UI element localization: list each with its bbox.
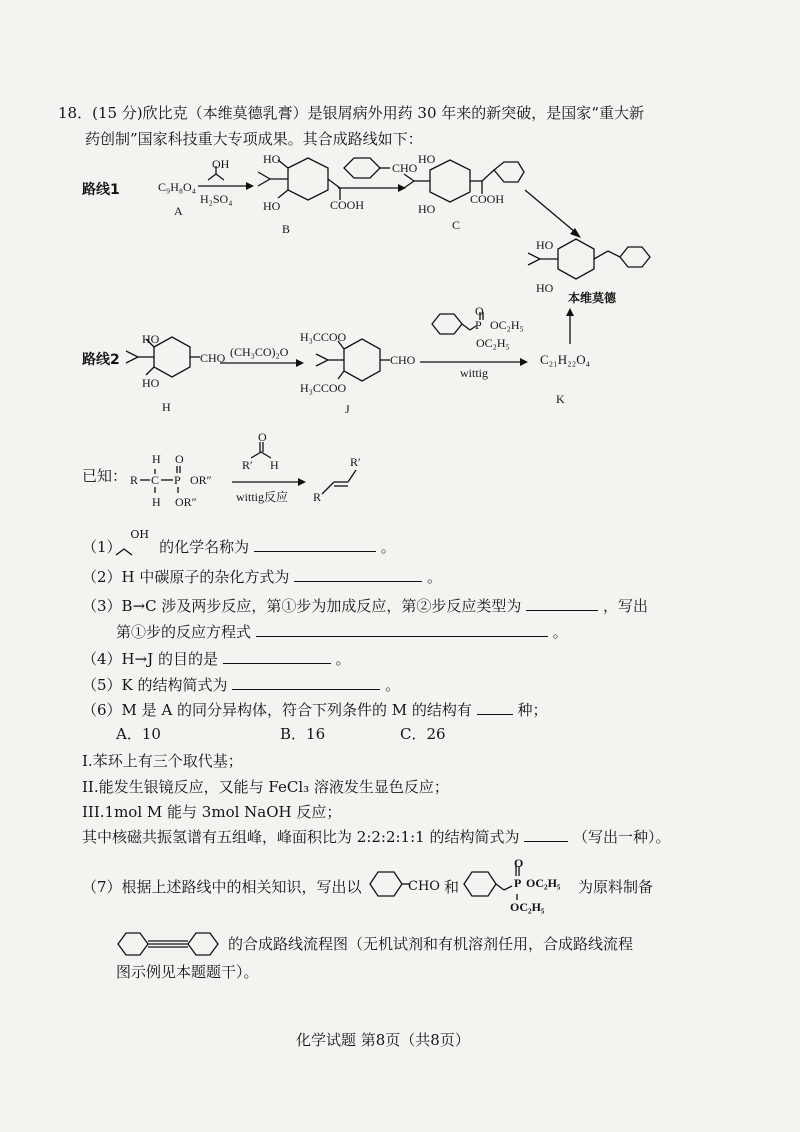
known-product-R: R: [313, 490, 322, 504]
compound-K-formula: C₂₁H₂₂O₄: [540, 352, 591, 367]
compound-B-label: B: [282, 222, 291, 236]
q7-oet1: OC₂H₅: [526, 876, 561, 890]
question-intro-line1: 18．(15 分)欣比克（本维莫德乳膏）是银屑病外用药 30 年来的新突破，是国家“重大新: [58, 104, 644, 122]
product-name: 本维莫德: [568, 291, 617, 305]
compound-H-label: H: [162, 400, 171, 414]
q2: （2）H 中碳原子的杂化方式为 。: [82, 568, 442, 586]
condition-2: II.能发生银镜反应，又能与 FeCl₃ 溶液发生显色反应；: [82, 778, 449, 796]
q6-option-a: A．10: [116, 725, 161, 743]
q3-line1: （3）B→C 涉及两步反应，第①步为加成反应，第②步反应类型为 ，写出: [82, 597, 648, 615]
condition-1: I.苯环上有三个取代基；: [82, 752, 243, 770]
known-C: C: [151, 473, 160, 487]
reagent-oh: OH: [212, 157, 230, 171]
J-cho: CHO: [390, 353, 416, 367]
q6-option-b: B．16: [280, 725, 326, 743]
compound-J-label: J: [345, 402, 350, 416]
wittig-p-oxygen: O: [475, 304, 484, 318]
q7-benzaldehyde-ring: [366, 866, 414, 902]
q4: （4）H→J 的目的是 。: [82, 650, 351, 668]
reagent-cho: CHO: [392, 161, 418, 175]
q7-line1-prefix: （7）根据上述路线中的相关知识，写出以: [82, 878, 362, 896]
known-aldehyde-bonds: [245, 440, 285, 465]
arrow-to-product: [525, 190, 585, 240]
q1-answer-blank[interactable]: [254, 537, 376, 552]
known-OR1: OR″: [190, 473, 212, 487]
known-reaction-label: wittig反应: [236, 490, 289, 504]
arrow-k-to-product: [560, 308, 580, 348]
q4-answer-blank[interactable]: [223, 649, 331, 664]
q3-line2: 第①步的反应方程式 。: [116, 623, 568, 641]
q7-line3: 图示例见本题题干）。: [116, 963, 259, 981]
wittig-oet2: OC₂H₅: [476, 336, 510, 350]
compound-A-formula: C₉H₈O₄: [158, 180, 196, 194]
condition-3: III.1mol M 能与 3mol NaOH 反应；: [82, 803, 342, 821]
C-oh-top: HO: [418, 152, 436, 166]
H-cho: CHO: [200, 351, 226, 365]
condition-4: 其中核磁共振氢谱有五组峰，峰面积比为 2:2:2:1:1 的结构简式为 （写出一种）。: [82, 828, 671, 846]
q5-answer-blank[interactable]: [232, 675, 380, 690]
q3-equation-blank[interactable]: [256, 622, 548, 637]
q1: （1） OH 的化学名称为 。: [82, 528, 396, 556]
product-oh-bottom: HO: [536, 281, 554, 295]
q6: （6）M 是 A 的同分异构体，符合下列条件的 M 的结构有 种；: [82, 701, 548, 719]
J-acetate-bottom: H₃CCOO: [300, 381, 347, 395]
wittig-phosphorus: P: [475, 318, 482, 332]
J-acetate-top: H₃CCOO: [300, 330, 347, 344]
reagent-h2so4: H₂SO₄: [200, 192, 233, 206]
B-oh-top: HO: [263, 152, 281, 166]
q2-answer-blank[interactable]: [294, 567, 422, 582]
H-oh-top: HO: [142, 332, 160, 346]
compound-C-label: C: [452, 218, 461, 232]
q6-answer-blank[interactable]: [477, 700, 513, 715]
q3-reaction-type-blank[interactable]: [526, 596, 598, 611]
known-reactant-bonds: [138, 458, 238, 508]
B-oh-bottom: HO: [263, 199, 281, 213]
known-P: P: [174, 473, 181, 487]
known-OR2: OR″: [175, 495, 197, 509]
known-aldehyde-O: O: [258, 430, 267, 444]
wittig-oet1: OC₂H₅: [490, 318, 524, 332]
C-cooh: COOH: [470, 192, 505, 206]
route1-label: 路线1: [82, 182, 120, 198]
question-intro-line2: 药创制”国家科技重大专项成果。其合成路线如下：: [85, 130, 423, 148]
known-R: R: [130, 473, 139, 487]
product-oh-top: HO: [536, 238, 554, 252]
known-H-bottom: H: [152, 495, 161, 509]
q7-cho: CHO: [408, 879, 440, 894]
nmr-structure-blank[interactable]: [524, 827, 568, 842]
known-H-top: H: [152, 452, 161, 466]
q7-p-oxygen: O: [514, 856, 524, 870]
q1-isopropanol: OH: [130, 528, 149, 541]
known-aldehyde-R: R′: [242, 458, 253, 472]
q7-diphenylacetylene-structure: [116, 930, 236, 958]
page-footer: 化学试题 第8页（共8页）: [296, 1031, 470, 1049]
q7-phosphorus: P: [514, 876, 522, 890]
compound-K-label: K: [556, 392, 565, 406]
q6-option-c: C．26: [400, 725, 446, 743]
q5: （5）K 的结构简式为 。: [82, 676, 401, 694]
wittig-label: wittig: [460, 366, 489, 380]
q1-isopropanol-bonds: [112, 545, 142, 559]
known-P-oxygen: O: [175, 452, 184, 466]
q7-and: 和: [444, 878, 460, 896]
compound-A-label: A: [174, 204, 183, 218]
B-cooh: COOH: [330, 198, 365, 212]
known-aldehyde-H: H: [270, 458, 279, 472]
known-product-R1: R′: [350, 455, 361, 469]
route2-label: 路线2: [82, 352, 120, 368]
C-oh-bottom: HO: [418, 202, 436, 216]
reagent-acetic-anhydride: (CH₃CO)₂O: [230, 345, 289, 359]
q7-raw-materials: 为原料制备: [578, 878, 654, 896]
q7-oet2: OC₂H₅: [510, 900, 545, 914]
H-oh-bottom: HO: [142, 376, 160, 390]
q7-line2: 的合成路线流程图（无机试剂和有机溶剂任用，合成路线流程: [228, 935, 634, 953]
known-label: 已知：: [82, 467, 128, 485]
known-product-bonds: [318, 458, 378, 503]
